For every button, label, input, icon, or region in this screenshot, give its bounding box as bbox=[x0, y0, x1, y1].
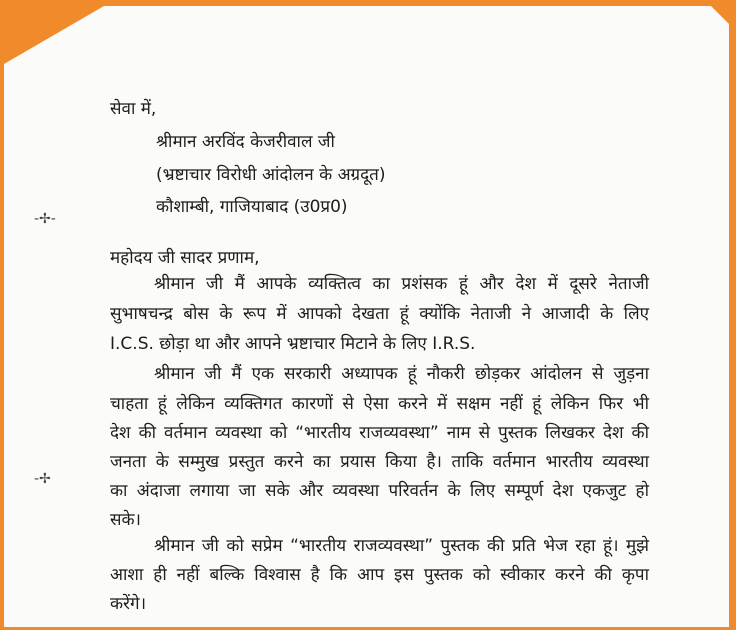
paragraph2-line: देश की वर्तमान व्यवस्था को “भारतीय राजव्यवस्था” नाम से पुस्तक लिखकर देश की bbox=[110, 423, 649, 443]
folded-corner bbox=[4, 6, 104, 64]
recipient-name: श्रीमान अरविंद केजरीवाल जी bbox=[156, 132, 335, 152]
letter-page bbox=[4, 6, 729, 627]
recipient-title: (भ्रष्टाचार विरोधी आंदोलन के अग्रदूत) bbox=[156, 165, 386, 185]
paragraph2-line: श्रीमान जी मैं एक सरकारी अध्यापक हूं नौकरी छोड़कर आंदोलन से जुड़ना bbox=[154, 364, 649, 384]
salutation-to: सेवा में, bbox=[110, 99, 157, 119]
margin-mark: -✢ bbox=[34, 471, 51, 487]
paragraph2-line: चाहता हूं लेकिन व्यक्तिगत कारणों से ऐसा करने में सक्षम नहीं हूं लेकिन फिर भी bbox=[110, 394, 649, 414]
paragraph2-line: जनता के सम्मुख प्रस्तुत करने का प्रयास किया है। ताकि वर्तमान भारतीय व्यवस्था bbox=[110, 452, 649, 472]
corner-tear bbox=[711, 6, 729, 24]
paragraph2-line: सके। bbox=[110, 510, 141, 530]
paragraph3-line: करेंगे। bbox=[110, 594, 147, 614]
paragraph1-line: I.C.S. छोड़ा था और आपने भ्रष्टाचार मिटाने के लिए I.R.S. bbox=[110, 334, 476, 354]
recipient-address: कौशाम्बी, गाजियाबाद (उ0प्र0) bbox=[156, 197, 348, 217]
paragraph1-line: सुभाषचन्द्र बोस के रूप में आपको देखता हूं क्योंकि नेताजी ने आजादी के लिए bbox=[110, 304, 649, 324]
paragraph2-line: का अंदाजा लगाया जा सके और व्यवस्था परिवर्तन के लिए सम्पूर्ण देश एकजुट हो bbox=[110, 481, 649, 501]
greeting: महोदय जी सादर प्रणाम, bbox=[110, 248, 260, 268]
paragraph3-line: श्रीमान जी को सप्रेम “भारतीय राजव्यवस्था” पुस्तक की प्रति भेज रहा हूं। मुझे bbox=[154, 536, 649, 556]
paragraph1-line: श्रीमान जी मैं आपके व्यक्तित्व का प्रशंसक हूं और देश में दूसरे नेताजी bbox=[154, 274, 649, 294]
margin-mark: -✢- bbox=[34, 211, 56, 227]
paragraph3-line: आशा ही नहीं बल्कि विश्वास है कि आप इस पुस्तक को स्वीकार करने की कृपा bbox=[110, 565, 649, 585]
